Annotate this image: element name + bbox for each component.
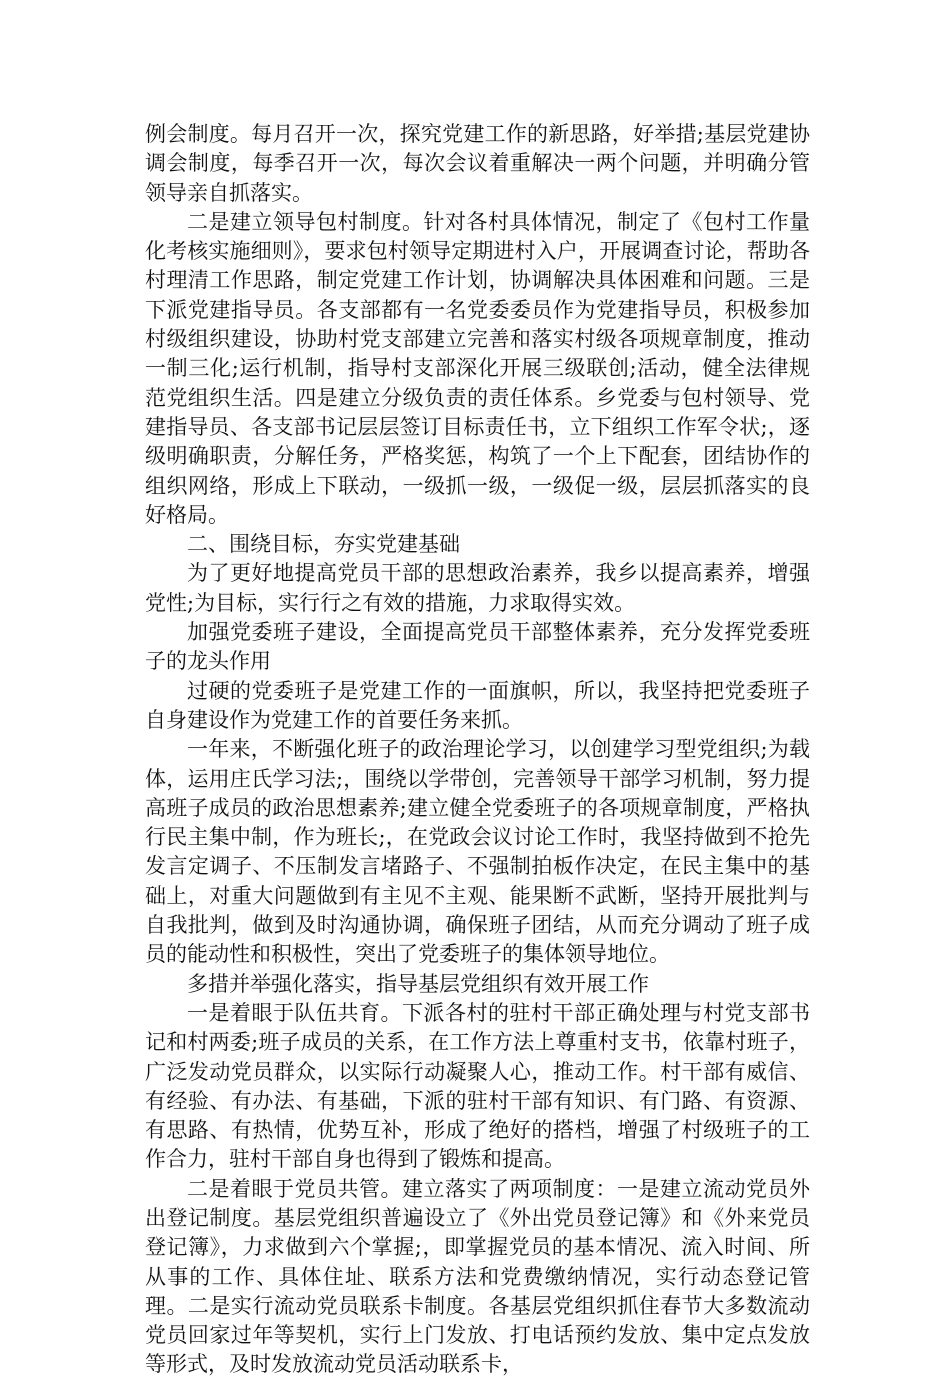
paragraph-3: 为了更好地提高党员干部的思想政治素养，我乡以提高素养，增强党性;为目标，实行行之有效的措施，力求取得实效。 — [145, 561, 810, 615]
subheading-1: 加强党委班子建设，全面提高党员干部整体素养，充分发挥党委班子的龙头作用 — [145, 620, 810, 674]
paragraph-5: 一年来，不断强化班子的政治理论学习，以创建学习型党组织;为载体，运用庄氏学习法;，围绕以学带创，完善领导干部学习机制，努力提高班子成员的政治思想素养;建立健全党委班子的各项规章制度，严格执行民主集中制，作为班长;，在党政会议讨论工作时，我坚持做到不抢先发言定调子、不压制发言堵路子、不强制拍板作决定，在民主集中的基础上，对重大问题做到有主见不主观、能果断不武断，坚持开展批判与自我批判，做到及时沟通协调，确保班子团结，从而充分调动了班子成员的能动性和积极性，突出了党委班子的集体领导地位。 — [145, 737, 810, 967]
paragraph-6: 一是着眼于队伍共育。下派各村的驻村干部正确处理与村党支部书记和村两委;班子成员的关系，在工作方法上尊重村支书，依靠村班子，广泛发动党员群众，以实际行动凝聚人心，推动工作。村干部有威信、有经验、有办法、有基础，下派的驻村干部有知识、有门路、有资源、有思路、有热情，优势互补，形成了绝好的搭档，增强了村级班子的工作合力，驻村干部自身也得到了锻炼和提高。 — [145, 1000, 810, 1172]
section-heading: 二、围绕目标，夯实党建基础 — [187, 532, 460, 557]
subheading-2: 多措并举强化落实，指导基层党组织有效开展工作 — [187, 971, 649, 996]
paragraph-1: 例会制度。每月召开一次，探究党建工作的新思路，好举措;基层党建协调会制度，每季召开一次，每次会议着重解决一两个问题，并明确分管领导亲自抓落实。 — [145, 122, 810, 205]
paragraph-4: 过硬的党委班子是党建工作的一面旗帜，所以，我坚持把党委班子自身建设作为党建工作的首要任务来抓。 — [145, 678, 810, 732]
document-body — [145, 120, 810, 1380]
paragraph-2: 二是建立领导包村制度。针对各村具体情况，制定了《包村工作量化考核实施细则》，要求包村领导定期进村入户，开展调查讨论，帮助各村理清工作思路，制定党建工作计划，协调解决具体困难和问题。三是下派党建指导员。各支部都有一名党委委员作为党建指导员，积极参加村级组织建设，协助村党支部建立完善和落实村级各项规章制度，推动一制三化;运行机制，指导村支部深化开展三级联创;活动，健全法律规范党组织生活。四是建立分级负责的责任体系。乡党委与包村领导、党建指导员、各支部书记层层签订目标责任书，立下组织工作军令状;，逐级明确职责，分解任务，严格奖惩，构筑了一个上下配套，团结协作的组织网络，形成上下联动，一级抓一级，一级促一级，层层抓落实的良好格局。 — [145, 209, 810, 527]
paragraph-7: 二是着眼于党员共管。建立落实了两项制度：一是建立流动党员外出登记制度。基层党组织普遍设立了《外出党员登记簿》和《外来党员登记簿》，力求做到六个掌握;，即掌握党员的基本情况、流入时间、所从事的工作、具体住址、联系方法和党费缴纳情况，实行动态登记管理。二是实行流动党员联系卡制度。各基层党组织抓住春节大多数流动党员回家过年等契机，实行上门发放、打电话预约发放、集中定点发放等形式，及时发放流动党员活动联系卡， — [145, 1176, 810, 1377]
